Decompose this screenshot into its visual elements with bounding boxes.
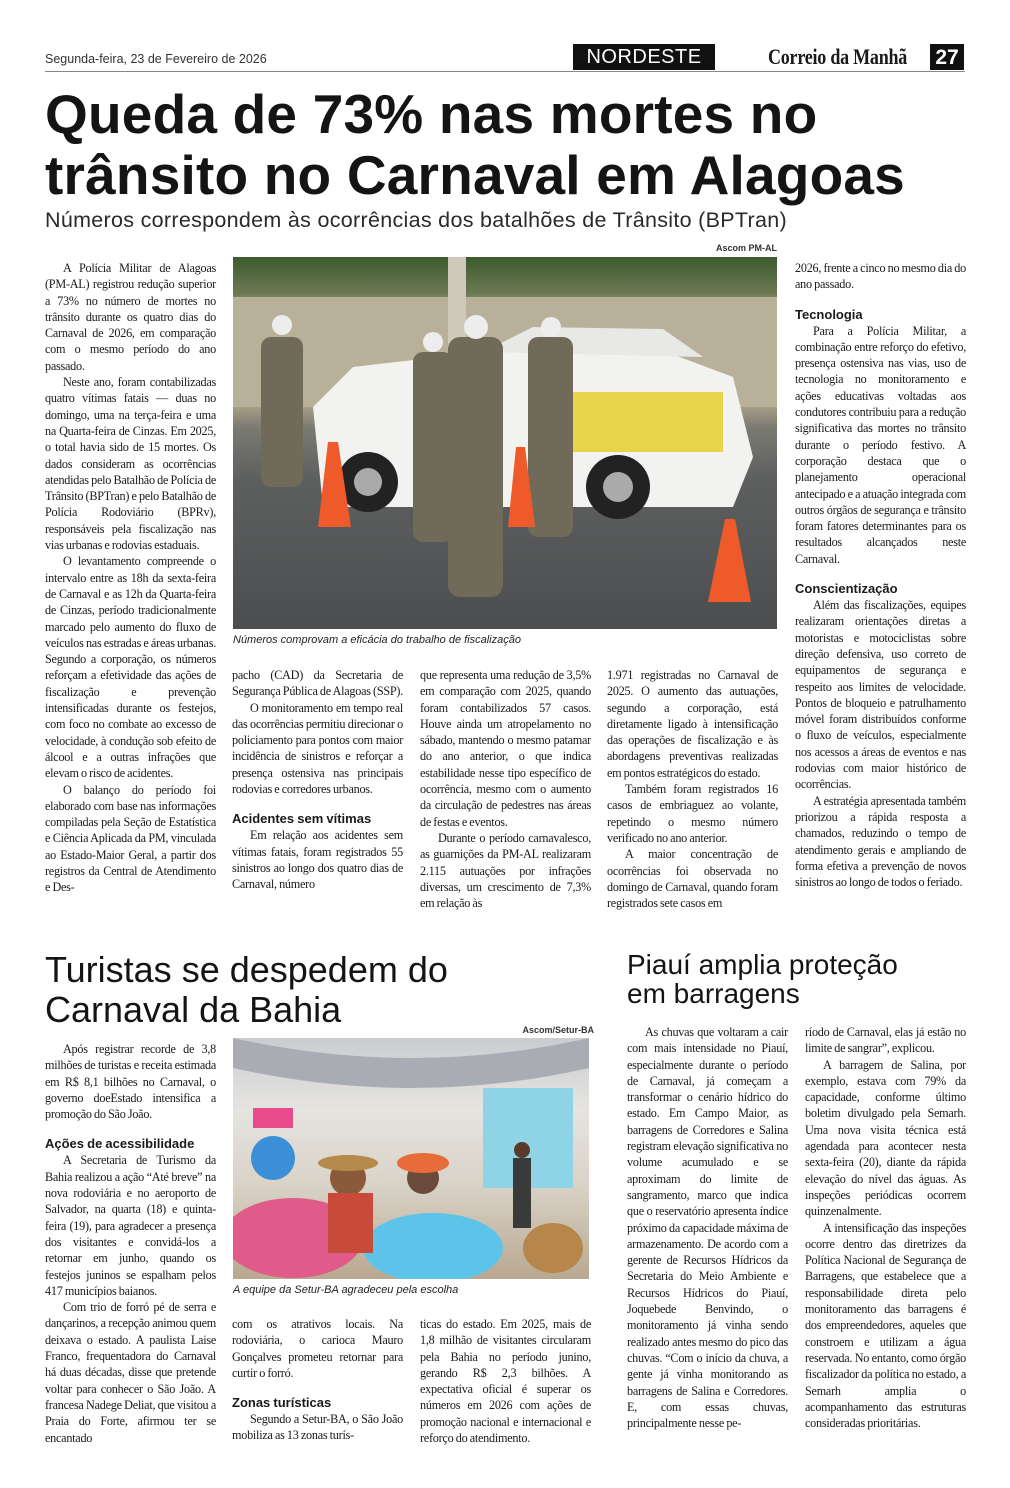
subheading: Tecnologia (795, 306, 863, 322)
paragraph: com os atrativos locais. Na rodoviária, o carioca Mauro Gonçalves prometeu retornar para curtir o forró. (232, 1317, 403, 1380)
photo-illustration (233, 257, 777, 629)
article1-column-4 (607, 667, 778, 911)
paragraph: Também foram registrados 16 casos de embriaguez ao volante, repetindo o mesmo número verificado no ano anterior. (607, 782, 778, 845)
paragraph: A maior concentração de ocorrências foi observada no domingo de Carnaval, quando foram registrados sete casos em (607, 847, 778, 911)
article2-column-3 (420, 1316, 591, 1446)
paragraph: Além das fiscalizações, equipes realizaram orientações diretas a motoristas e motociclistas sobre direção defensiva, uso correto de equipamentos de segurança e respeito aos limites de velocidade. Pontos de bloqueio e patrulhamento móvel foram distribuídos conforme o fluxo de veículos, especialmente nos acessos a áreas de eventos e nas rodovias com maior histórico de ocorrências. (795, 598, 966, 792)
paragraph: As chuvas que voltaram a cair com mais intensidade no Piauí, especialmente durante o período de Carnaval, já começam a transformar o cenário hídrico do estado. Em Campo Maior, as barragens de Corredores e Salina registram elevação significativa no volume acumulado e se aproximam do limite de sangramento, marco que indica que o reservatório apresenta índice próximo da capacidade máxima de armazenamento. De acordo com a gerente de Recursos Hídricos da Secretaria do Meio Ambiente e Recursos Hídricos do Piauí, Joquebede Benvindo, o monitoramento já vinha sendo realizado antes mesmo do pico das chuvas. “Com o início da chuva, a gente já vinha monitorando as barragens de Salina e Corredores. E, com essas chuvas, principalmente nesse pe- (627, 1025, 788, 1431)
paragraph: pacho (CAD) da Secretaria de Segurança Pública de Alagoas (SSP). (232, 668, 404, 699)
paragraph: 2026, frente a cinco no mesmo dia do ano passado. (795, 261, 966, 292)
paragraph: A Polícia Militar de Alagoas (PM-AL) registrou redução superior a 73% no número de mortes no trânsito durante os quatro dias do Carnaval de 2026, em comparação com o mesmo período do ano passado. (45, 261, 216, 373)
masthead-logo: Correio da Manhã (768, 44, 908, 69)
photo-illustration (233, 1038, 589, 1279)
headline-line: Queda de 73% nas mortes no (45, 83, 818, 145)
photo-credit: Ascom/Setur-BA (522, 1025, 594, 1035)
paragraph: Com trio de forró pé de serra e dançarinos, a recepção animou quem deixava o estado. A paulista Laise Franco, frequentadora do Carnaval há duas décadas, disse que pretende voltar para conhecer o São João. A francesa Nadege Deliat, que visitou a Praia do Forte, afirmou ter se encantado (45, 1300, 216, 1445)
photo-caption: Números comprovam a eficácia do trabalho de fiscalização (233, 634, 521, 646)
article3-column-1 (627, 1024, 788, 1431)
article1-column-1 (45, 260, 216, 896)
article1-column-2 (232, 667, 403, 893)
article2-headline (45, 950, 448, 1030)
headline-line: Carnaval da Bahia (45, 989, 342, 1030)
paragraph: A barragem de Salina, por exemplo, estava com 79% da capacidade, conforme último boletim divulgado pela Semarh. Uma nova visita técnica está agendada para acontecer nesta sexta-feira (20), diante da rápida elevação do nível das águas. As inspeções periódicas ocorrem quinzenalmente. (805, 1057, 966, 1219)
article3-column-2 (805, 1024, 966, 1431)
section-label: NORDESTE (573, 44, 715, 70)
article1-column-5 (795, 260, 966, 890)
paragraph: Após registrar recorde de 3,8 milhões de turistas e receita estimada em R$ 8,1 bilhões no Carnaval, o governo doeEstado intensifica a promoção do São João. (45, 1042, 216, 1122)
page-number: 27 (930, 44, 964, 70)
paragraph: A intensificação das inspeções ocorre dentro das diretrizes da Política Nacional de Segurança de Barragens, que estabelece que a responsabilidade direta pelo monitoramento das barragens é dos empreendedores, aqueles que constroem e utilizam a água reservada. No entanto, como órgão fiscalizador da política no estado, a Semarh amplia o acompanhamento das estruturas consideradas prioritárias. (805, 1220, 966, 1431)
paragraph: A estratégia apresentada também priorizou a rápida resposta a chamados, reduzindo o tempo de atendimento gerais e ampliando de forma efetiva a prevenção de novos sinistros ao longo de todos o feriado. (795, 793, 966, 890)
paragraph: ríodo de Carnaval, elas já estão no limite de sangrar”, explicou. (805, 1025, 966, 1056)
article2-column-1 (45, 1041, 216, 1446)
edition-date: Segunda-feira, 23 de Fevereiro de 2026 (45, 52, 267, 66)
paragraph: ticas do estado. Em 2025, mais de 1,8 milhão de visitantes circularam pela Bahia no período junino, gerando R$ 2,3 bilhões. A expectativa oficial é superar os números em 2026 com ações de promoção nacional e internacional e reforço do atendimento. (420, 1317, 591, 1446)
paragraph: O balanço do período foi elaborado com base nas informações compiladas pela Seção de Estatística e Ciência Aplicada da PM, vinculada ao Estado-Maior Geral, a partir dos registros da Central de Atendimento e Des- (45, 782, 216, 895)
photo-caption: A equipe da Setur-BA agradeceu pela escolha (233, 1284, 459, 1296)
headline-line: Piauí amplia proteção (627, 949, 898, 980)
article1-headline (45, 84, 975, 206)
paragraph: Segundo a Setur-BA, o São João mobiliza as 13 zonas turís- (232, 1412, 403, 1443)
subheading: Acidentes sem vítimas (232, 811, 372, 827)
headline-line: em barragens (627, 978, 800, 1009)
subheading: Zonas turísticas (232, 1395, 332, 1411)
police-checkpoint-photo (233, 257, 777, 629)
headline-line: trânsito no Carnaval em Alagoas (45, 144, 905, 206)
paragraph: Neste ano, foram contabilizadas quatro vítimas fatais — duas no domingo, uma na terça-feira e uma na Quarta-feira de Cinzas. Em 2025, o total havia sido de 15 mortes. Os dados consideram as ocorrências atendidas pelo Batalhão de Polícia de Trânsito (BPTran) e pelo Batalhão de Polícia Rodoviário (BPRv), responsáveis pela fiscalização nas vias urbanas e rodovias estaduais. (45, 375, 216, 553)
headline-line: Turistas se despedem do (45, 949, 448, 990)
paragraph: Para a Polícia Militar, a combinação entre reforço do efetivo, presença ostensiva nas vias, uso de tecnologia no monitoramento e ações educativas voltadas aos condutores contribuiu para a redução significativa das mortes no trânsito durante o período festivo. A corporação destaca que o planejamento operacional antecipado e a atuação integrada com outros órgãos de segurança e trânsito foram fatores determinantes para os resultados alcançados neste Carnaval. (795, 323, 966, 566)
paragraph: Em relação aos acidentes sem vítimas fatais, foram registrados 55 sinistros ao longo dos quatro dias de Carnaval, número (232, 828, 403, 892)
paragraph: que representa uma redução de 3,5% em comparação com 2025, quando foram contabilizados 57 casos. Houve ainda um atropelamento no sábado, mantendo o mesmo patamar do ano anterior, o que indica estabilidade nesse tipo específico de ocorrência, mesmo com o aumento da circulação de pedestres nas áreas de festas e eventos. (420, 668, 591, 829)
paragraph: 1.971 registradas no Carnaval de 2025. O aumento das autuações, segundo a corporação, está diretamente ligado à intensificação das operações de fiscalização e às abordagens preventivas realizadas em pontos estratégicos do estado. (607, 668, 778, 780)
article1-subtitle: Números correspondem às ocorrências dos batalhões de Trânsito (BPTran) (45, 208, 787, 232)
article2-column-2 (232, 1316, 403, 1444)
photo-credit: Ascom PM-AL (715, 243, 777, 253)
paragraph: O levantamento compreende o intervalo entre as 18h da sexta-feira de Carnaval e as 12h da Quarta-feira de Cinzas, período tradicionalmente marcado pelo aumento do fluxo de veículos nas estradas e áreas urbanas. Segundo a corporação, os números reforçam a efetividade das ações de fiscalização e prevenção intensificadas durante os festejos, com foco no combate ao excesso de velocidade, à condução sob efeito de álcool e a outras infrações que elevam o risco de acidentes. (45, 554, 216, 781)
article3-headline (627, 950, 898, 1008)
subheading: Conscientização (795, 581, 898, 597)
header-rule (45, 71, 965, 72)
paragraph: Durante o período carnavalesco, as guarnições da PM-AL realizaram 2.115 autuações por infrações diversas, um crescimento de 7,3% em relação às (420, 830, 591, 911)
festival-team-photo (233, 1038, 589, 1279)
paragraph: O monitoramento em tempo real das ocorrências permitiu direcionar o policiamento para pontos com maior incidência de sinistros e reforçar a presença ostensiva nas principais rodovias e corredores urbanos. (232, 700, 403, 797)
subheading: Ações de acessibilidade (45, 1136, 195, 1152)
paragraph: A Secretaria de Turismo da Bahia realizou a ação “Até breve” na nova rodoviária e no aeroporto de Salvador, na quarta (18) e quinta-feira (19), para agradecer a presença dos visitantes e convidá-los a retornar em junho, quando os festejos juninos se espalham pelos 417 municípios baianos. (45, 1153, 216, 1298)
article1-column-3 (420, 667, 591, 911)
